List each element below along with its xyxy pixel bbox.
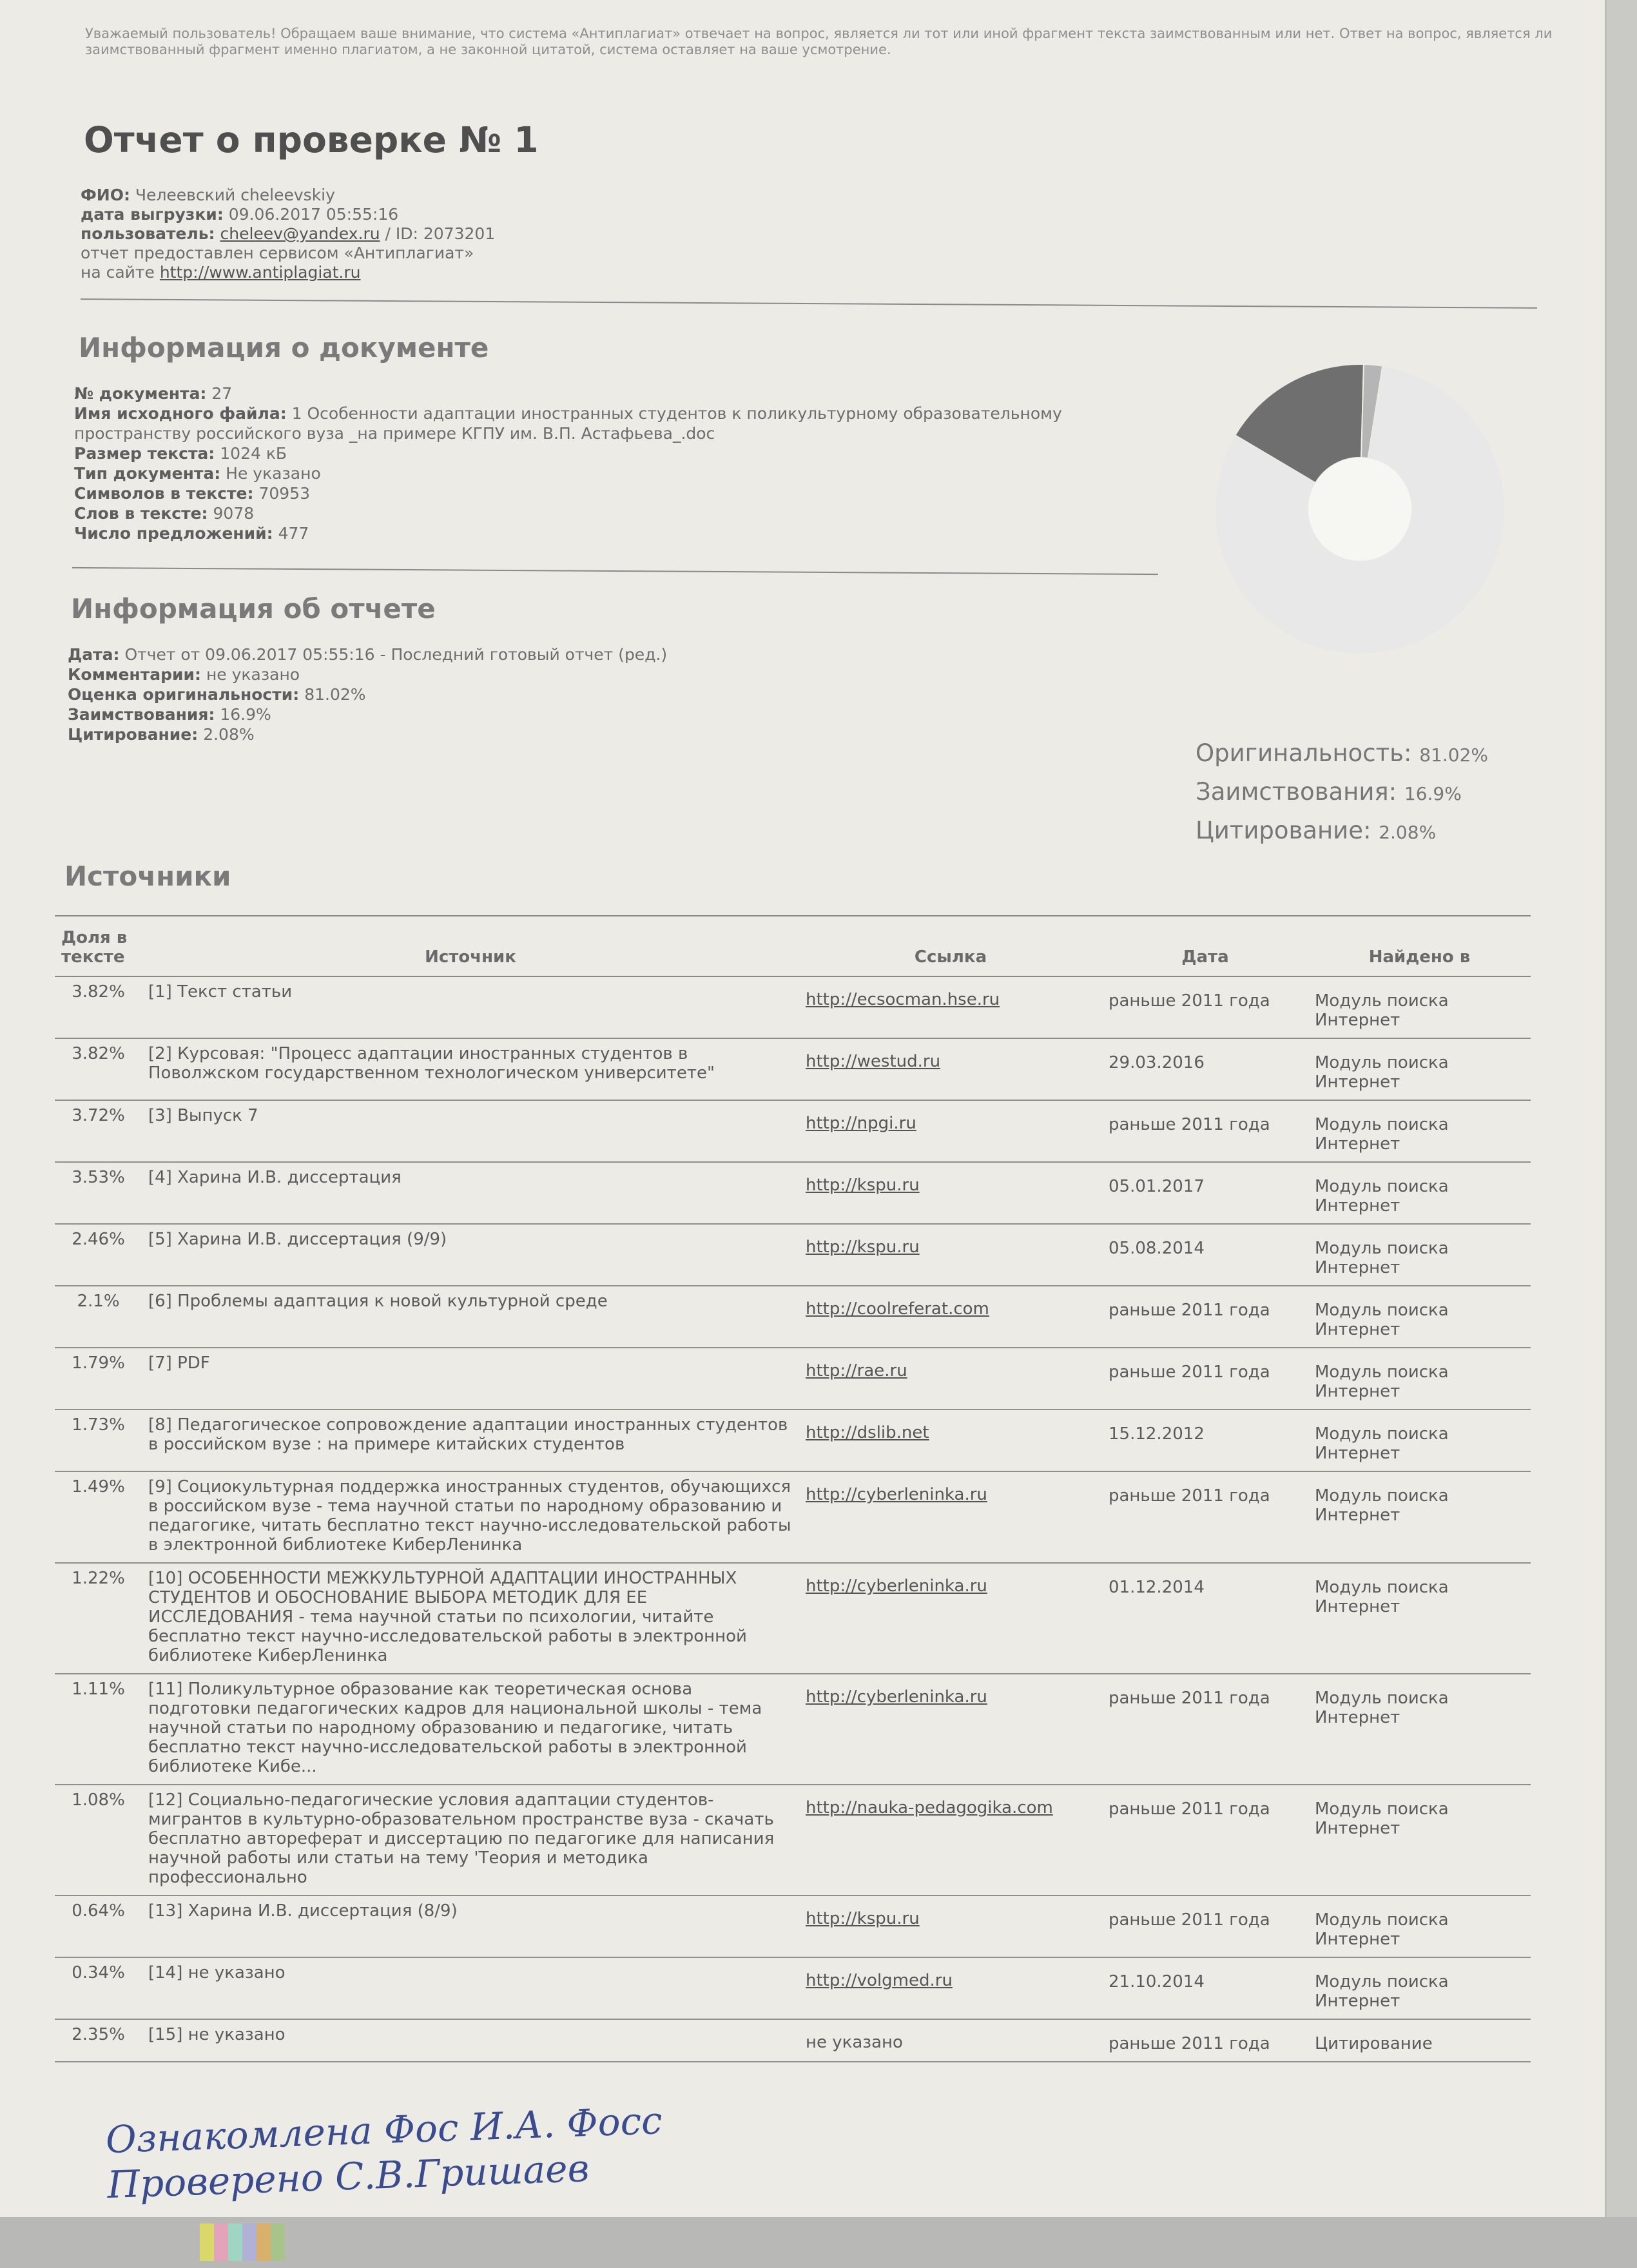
source-cell xyxy=(142,1674,799,1785)
source-cell xyxy=(142,1957,799,2019)
doc-type-value: Не указано xyxy=(226,464,321,483)
share-text: 3.72% xyxy=(72,1106,125,1125)
col-source: Источник xyxy=(142,916,799,976)
table-row xyxy=(55,1895,1531,1957)
found-cell xyxy=(1308,976,1531,1038)
found-cell xyxy=(1308,1286,1531,1348)
date-text: раньше 2011 года xyxy=(1109,1799,1270,1819)
found-text: Модуль поиска Интернет xyxy=(1315,1689,1449,1727)
share-text: 3.82% xyxy=(72,1044,125,1063)
share-text: 2.46% xyxy=(72,1230,125,1249)
source-cell xyxy=(142,1471,799,1563)
found-cell xyxy=(1308,1038,1531,1100)
user-id: / ID: 2073201 xyxy=(380,224,496,243)
found-cell xyxy=(1308,1674,1531,1785)
table-row xyxy=(55,1224,1531,1286)
table-row xyxy=(55,1038,1531,1100)
source-cell xyxy=(142,2019,799,2062)
found-text: Модуль поиска Интернет xyxy=(1315,1972,1449,2011)
table-row xyxy=(55,1471,1531,1563)
source-text: [8] Педагогическое сопровождение адаптации иностранных студентов в российском вузе : на примере китайских студентов xyxy=(148,1415,788,1454)
date-cell xyxy=(1102,1100,1308,1162)
date-cell xyxy=(1102,2019,1308,2062)
table-row xyxy=(55,1563,1531,1674)
source-cell xyxy=(142,976,799,1038)
share-text: 1.08% xyxy=(72,1790,125,1810)
share-cell xyxy=(55,1100,142,1162)
share-text: 3.82% xyxy=(72,982,125,1002)
share-text: 1.79% xyxy=(72,1353,125,1373)
link-cell xyxy=(799,1674,1102,1785)
link-cell xyxy=(799,1038,1102,1100)
found-text: Модуль поиска Интернет xyxy=(1315,1362,1449,1401)
found-cell xyxy=(1308,1563,1531,1674)
col-found-in: Найдено в xyxy=(1308,916,1531,976)
found-cell xyxy=(1308,1957,1531,2019)
report-date-value: Отчет от 09.06.2017 05:55:16 - Последний готовый отчет (ред.) xyxy=(124,645,668,664)
link-cell xyxy=(799,1224,1102,1286)
source-cell xyxy=(142,1895,799,1957)
found-text: Модуль поиска Интернет xyxy=(1315,1910,1449,1949)
text-size-value: 1024 кБ xyxy=(220,444,287,463)
source-text: [5] Харина И.В. диссертация (9/9) xyxy=(148,1230,447,1249)
provided-by: отчет предоставлен сервисом «Антиплагиат» xyxy=(81,244,474,262)
share-cell xyxy=(55,1674,142,1785)
col-date: Дата xyxy=(1102,916,1308,976)
date-text: 15.12.2012 xyxy=(1109,1424,1205,1444)
date-cell xyxy=(1102,1162,1308,1224)
legend-citations-value: 2.08% xyxy=(1379,822,1437,843)
date-text: раньше 2011 года xyxy=(1109,1486,1270,1506)
share-cell xyxy=(55,1563,142,1674)
originality-pie-chart xyxy=(1134,361,1547,657)
source-text: [4] Харина И.В. диссертация xyxy=(148,1168,402,1187)
source-link[interactable]: http://westud.ru xyxy=(806,1052,941,1071)
share-cell xyxy=(55,1785,142,1895)
user-label: пользователь: xyxy=(81,224,215,243)
source-text: [9] Социокультурная поддержка иностранных студентов, обучающихся в российском вузе - тема научной статьи по народному образованию и педагогике, читать бесплатно текст научно-исследовательской работы в электронной библиотеке КиберЛенинка xyxy=(148,1477,791,1555)
link-cell xyxy=(799,1100,1102,1162)
found-cell xyxy=(1308,1348,1531,1410)
source-link[interactable]: http://kspu.ru xyxy=(806,1237,920,1257)
fio-value: Челеевский cheleevskiy xyxy=(135,186,335,204)
found-text: Модуль поиска Интернет xyxy=(1315,1799,1449,1838)
pie-center-hole xyxy=(1308,458,1411,561)
found-text: Модуль поиска Интернет xyxy=(1315,1177,1449,1216)
table-row xyxy=(55,1785,1531,1895)
share-cell xyxy=(55,1162,142,1224)
date-text: раньше 2011 года xyxy=(1109,1301,1270,1320)
color-calibration-marks xyxy=(200,2224,285,2261)
table-row xyxy=(55,1674,1531,1785)
word-count-value: 9078 xyxy=(213,504,255,523)
table-row xyxy=(55,1100,1531,1162)
word-count-label: Слов в тексте: xyxy=(74,504,208,523)
link-cell xyxy=(799,1563,1102,1674)
date-text: 21.10.2014 xyxy=(1109,1972,1205,1992)
document-info-heading: Информация о документе xyxy=(79,332,489,363)
share-text: 1.73% xyxy=(72,1415,125,1435)
date-cell xyxy=(1102,1410,1308,1471)
date-text: раньше 2011 года xyxy=(1109,1910,1270,1930)
found-text: Модуль поиска Интернет xyxy=(1315,1053,1449,1092)
link-cell xyxy=(799,976,1102,1038)
share-cell xyxy=(55,1038,142,1100)
source-cell xyxy=(142,1224,799,1286)
source-cell xyxy=(142,1038,799,1100)
share-cell xyxy=(55,1471,142,1563)
source-link[interactable]: http://coolreferat.com xyxy=(806,1299,989,1319)
date-text: раньше 2011 года xyxy=(1109,2034,1270,2053)
source-text: [6] Проблемы адаптация к новой культурной среде xyxy=(148,1292,608,1311)
legend-originality-value: 81.02% xyxy=(1419,744,1488,766)
site-link[interactable]: http://www.antiplagiat.ru xyxy=(159,263,361,282)
calibration-swatch xyxy=(242,2224,257,2261)
col-link: Ссылка xyxy=(799,916,1102,976)
share-text: 1.49% xyxy=(72,1477,125,1497)
report-title: Отчет о проверке № 1 xyxy=(84,119,539,160)
disclaimer-notice: Уважаемый пользователь! Обращаем ваше внимание, что система «Антиплагиат» отвечает на вопрос, является ли тот или иной фрагмент текста заимствованным или нет. Ответ на вопрос, является ли заимствованный фрагмент именно плагиатом, а не законной цитатой, система оставляет на ваше усмотрение. xyxy=(85,26,1553,57)
site-prefix: на сайте xyxy=(81,263,160,282)
date-cell xyxy=(1102,1471,1308,1563)
borrowings-value: 16.9% xyxy=(220,705,271,724)
sources-heading: Источники xyxy=(64,860,231,892)
comments-label: Комментарии: xyxy=(68,665,201,684)
source-text: [2] Курсовая: "Процесс адаптации иностранных студентов в Поволжском государственном технологическом университете" xyxy=(148,1044,715,1083)
calibration-swatch xyxy=(271,2224,285,2261)
export-date-label: дата выгрузки: xyxy=(81,205,224,224)
found-cell xyxy=(1308,1410,1531,1471)
source-text: [3] Выпуск 7 xyxy=(148,1106,258,1125)
found-text: Модуль поиска Интернет xyxy=(1315,1578,1449,1616)
found-text: Модуль поиска Интернет xyxy=(1315,1115,1449,1154)
found-text: Модуль поиска Интернет xyxy=(1315,1239,1449,1277)
share-cell xyxy=(55,1286,142,1348)
table-row xyxy=(55,1286,1531,1348)
share-text: 1.22% xyxy=(72,1569,125,1588)
source-text: [1] Текст статьи xyxy=(148,982,293,1002)
calibration-swatch xyxy=(257,2224,271,2261)
legend-borrowings-value: 16.9% xyxy=(1404,783,1462,804)
date-text: 05.01.2017 xyxy=(1109,1177,1205,1196)
source-text: [11] Поликультурное образование как теоретическая основа подготовки педагогических кадров для национальной школы - тема научной статьи по народному образованию и педагогике, читать бесплатно текст научно-исследовательской работы в электронной библиотеке Кибе... xyxy=(148,1680,762,1776)
date-cell xyxy=(1102,1038,1308,1100)
link-text: не указано xyxy=(806,2033,903,2052)
found-text: Модуль поиска Интернет xyxy=(1315,1486,1449,1525)
report-info-heading: Информация об отчете xyxy=(71,593,436,625)
source-text: [13] Харина И.В. диссертация (8/9) xyxy=(148,1901,458,1921)
link-cell xyxy=(799,1957,1102,2019)
source-link[interactable]: http://kspu.ru xyxy=(806,1909,920,1928)
source-link[interactable]: http://nauka-pedagogika.com xyxy=(806,1798,1053,1817)
share-cell xyxy=(55,1957,142,2019)
table-row xyxy=(55,1162,1531,1224)
borrowings-label: Заимствования: xyxy=(68,705,215,724)
link-cell xyxy=(799,1286,1102,1348)
found-text: Модуль поиска Интернет xyxy=(1315,991,1449,1030)
date-cell xyxy=(1102,1957,1308,2019)
source-cell xyxy=(142,1563,799,1674)
legend-originality-label: Оригинальность: xyxy=(1196,739,1412,767)
share-text: 0.64% xyxy=(72,1901,125,1921)
found-text: Модуль поиска Интернет xyxy=(1315,1301,1449,1339)
date-text: раньше 2011 года xyxy=(1109,991,1270,1011)
date-cell xyxy=(1102,1785,1308,1895)
date-cell xyxy=(1102,976,1308,1038)
sentence-count-value: 477 xyxy=(278,524,309,543)
comments-value: не указано xyxy=(206,665,300,684)
link-cell xyxy=(799,1410,1102,1471)
scanner-strip xyxy=(0,2217,1637,2268)
table-row xyxy=(55,1348,1531,1410)
date-text: раньше 2011 года xyxy=(1109,1115,1270,1134)
source-link[interactable]: http://cyberleninka.ru xyxy=(806,1485,987,1504)
date-cell xyxy=(1102,1563,1308,1674)
source-cell xyxy=(142,1410,799,1471)
doc-number-label: № документа: xyxy=(74,384,207,403)
date-cell xyxy=(1102,1224,1308,1286)
originality-label: Оценка оригинальности: xyxy=(68,685,300,704)
found-cell xyxy=(1308,1224,1531,1286)
link-cell xyxy=(799,1785,1102,1895)
source-cell xyxy=(142,1348,799,1410)
source-text: [15] не указано xyxy=(148,2025,286,2044)
signature-line-2: Проверено С.В.Гришаев xyxy=(106,2146,590,2207)
source-file-value: 1 Особенности адаптации иностранных студентов к поликультурному образовательному пространству российского вуза _на примере КГПУ им. В.П. Астафьева_.doc xyxy=(74,404,1062,443)
legend-borrowings-label: Заимствования: xyxy=(1196,778,1397,806)
table-header-row xyxy=(55,916,1531,976)
share-cell xyxy=(55,976,142,1038)
source-cell xyxy=(142,1286,799,1348)
table-row xyxy=(55,976,1531,1038)
col-share: Доля в тексте xyxy=(55,916,142,976)
found-cell xyxy=(1308,1471,1531,1563)
source-link[interactable]: http://cyberleninka.ru xyxy=(806,1687,987,1707)
found-cell xyxy=(1308,1162,1531,1224)
user-email-link[interactable]: cheleev@yandex.ru xyxy=(220,224,380,243)
calibration-swatch xyxy=(200,2224,214,2261)
report-info xyxy=(68,645,1034,744)
source-link[interactable]: http://npgi.ru xyxy=(806,1114,916,1133)
signature-line-1: Ознакомлена Фос И.А. Фосс xyxy=(104,2098,663,2162)
source-cell xyxy=(142,1100,799,1162)
date-text: раньше 2011 года xyxy=(1109,1362,1270,1382)
source-cell xyxy=(142,1785,799,1895)
source-file-label: Имя исходного файла: xyxy=(74,404,287,423)
share-text: 3.53% xyxy=(72,1168,125,1187)
calibration-swatch xyxy=(214,2224,228,2261)
divider xyxy=(81,298,1537,309)
date-text: 05.08.2014 xyxy=(1109,1239,1205,1258)
share-cell xyxy=(55,1348,142,1410)
link-cell xyxy=(799,1348,1102,1410)
share-text: 2.1% xyxy=(77,1292,120,1311)
divider xyxy=(72,567,1158,575)
share-text: 2.35% xyxy=(72,2025,125,2044)
share-text: 0.34% xyxy=(72,1963,125,1982)
link-cell xyxy=(799,1162,1102,1224)
table-row xyxy=(55,1410,1531,1471)
text-size-label: Размер текста: xyxy=(74,444,215,463)
found-text: Модуль поиска Интернет xyxy=(1315,1424,1449,1463)
share-cell xyxy=(55,1410,142,1471)
sources-table xyxy=(55,915,1531,2062)
source-link[interactable]: http://cyberleninka.ru xyxy=(806,1576,987,1596)
date-cell xyxy=(1102,1348,1308,1410)
source-link[interactable]: http://volgmed.ru xyxy=(806,1971,953,1990)
share-text: 1.11% xyxy=(72,1680,125,1699)
char-count-label: Символов в тексте: xyxy=(74,484,254,503)
source-link[interactable]: http://rae.ru xyxy=(806,1361,907,1381)
share-cell xyxy=(55,2019,142,2062)
fio-label: ФИО: xyxy=(81,186,130,204)
report-meta xyxy=(81,186,495,282)
link-cell xyxy=(799,1895,1102,1957)
source-text: [12] Социально-педагогические условия адаптации студентов-мигрантов в культурно-образовательном пространстве вуза - скачать бесплатно автореферат и диссертацию по педагогике для написания научной работы или статьи на тему 'Теория и методика профессионально xyxy=(148,1790,775,1887)
source-link[interactable]: http://kspu.ru xyxy=(806,1176,920,1195)
link-cell xyxy=(799,2019,1102,2062)
citations-value: 2.08% xyxy=(203,725,255,744)
found-cell xyxy=(1308,1895,1531,1957)
document-info xyxy=(74,383,1170,543)
found-cell xyxy=(1308,1785,1531,1895)
handwritten-signature xyxy=(105,2098,664,2207)
found-cell xyxy=(1308,2019,1531,2062)
source-text: [10] ОСОБЕННОСТИ МЕЖКУЛЬТУРНОЙ АДАПТАЦИИ ИНОСТРАННЫХ СТУДЕНТОВ И ОБОСНОВАНИЕ ВЫБОРА МЕТОДИК ДЛЯ ЕЕ ИССЛЕДОВАНИЯ - тема научной статьи по психологии, читайте бесплатно текст научно-исследовательской работы в электронной библиотеке КиберЛенинка xyxy=(148,1569,747,1665)
date-text: раньше 2011 года xyxy=(1109,1689,1270,1708)
found-text: Цитирование xyxy=(1315,2034,1433,2053)
originality-value: 81.02% xyxy=(304,685,366,704)
citations-label: Цитирование: xyxy=(68,725,199,744)
sentence-count-label: Число предложений: xyxy=(74,524,273,543)
source-link[interactable]: http://ecsocman.hse.ru xyxy=(806,990,1000,1009)
date-cell xyxy=(1102,1895,1308,1957)
table-row xyxy=(55,1957,1531,2019)
calibration-swatch xyxy=(228,2224,242,2261)
date-text: 01.12.2014 xyxy=(1109,1578,1205,1597)
share-cell xyxy=(55,1895,142,1957)
source-link[interactable]: http://dslib.net xyxy=(806,1423,929,1442)
doc-number-value: 27 xyxy=(211,384,233,403)
export-date-value: 09.06.2017 05:55:16 xyxy=(228,205,399,224)
chart-legend xyxy=(1196,735,1488,851)
link-cell xyxy=(799,1471,1102,1563)
source-text: [7] PDF xyxy=(148,1353,210,1373)
date-cell xyxy=(1102,1286,1308,1348)
doc-type-label: Тип документа: xyxy=(74,464,221,483)
table-row xyxy=(55,2019,1531,2062)
date-cell xyxy=(1102,1674,1308,1785)
date-text: 29.03.2016 xyxy=(1109,1053,1205,1072)
source-text: [14] не указано xyxy=(148,1963,286,1982)
legend-citations-label: Цитирование: xyxy=(1196,817,1371,844)
report-date-label: Дата: xyxy=(68,645,120,664)
share-cell xyxy=(55,1224,142,1286)
source-cell xyxy=(142,1162,799,1224)
found-cell xyxy=(1308,1100,1531,1162)
char-count-value: 70953 xyxy=(258,484,310,503)
